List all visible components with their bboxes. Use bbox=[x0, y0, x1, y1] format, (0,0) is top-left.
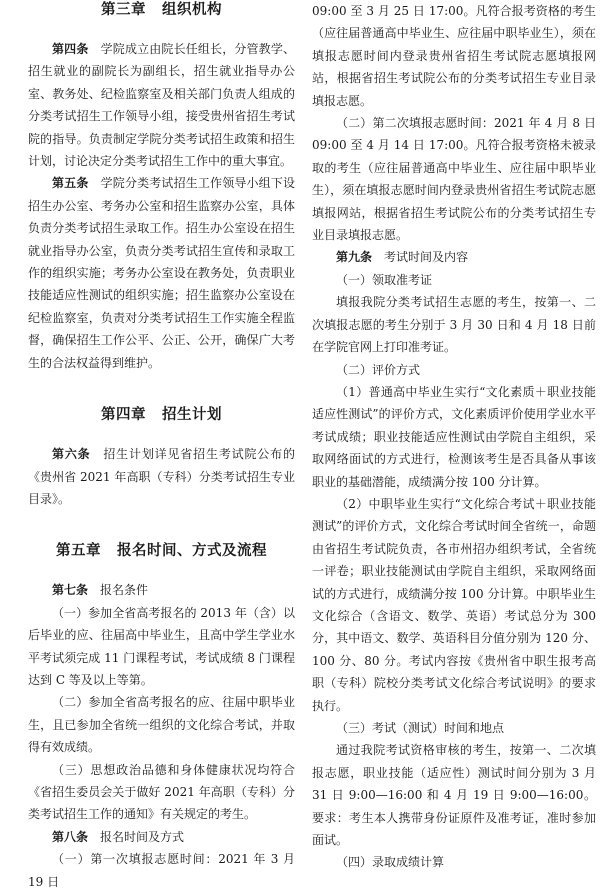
right-column bbox=[312, 0, 596, 874]
article-7-item-3: （三）思想政治品德和身体健康状况均符合《省招生委员会关于做好 2021 年高职（专科）分类考试招生工作的通知》有关规定的考生。 bbox=[28, 762, 295, 822]
article-4-label: 第四条 bbox=[52, 42, 89, 56]
article-4-text: 学院成立由院长任组长，分管教学、招生就业的副院长为副组长，招生就业指导办公室、教务处、纪检监察室及相关部门负责人组成的分类考试招生工作领导小组，接受贵州省招生考试院的指导。负责制定学院分类考试招生政策和招生计划，讨论决定分类考试招生工作中的重大事宜。 bbox=[28, 42, 295, 169]
article-5-text: 学院分类考试招生工作领导小组下设招生办公室、考务办公室和招生监察办公室，具体负责分类考试招生录取工作。招生办公室设在招生就业指导办公室，负责分类考试招生宣传和录取工作的组织实施；考务办公室设在教务处，负责职业技能适应性测试的组织实施；招生监察办公室设在纪检监察室，负责对分类考试招生工作实施全程监督，确保招生工作公平、公正、公开，确保广大考生的合法权益得到维护。 bbox=[28, 176, 295, 370]
article-8-item-2: （二）第二次填报志愿时间：2021 年 4 月 8 日 09:00 至 4 月 14 日 17:00。凡符合报考资格未被录取的考生（应往届普通高中毕业生、应往届中职毕业生），须在填报志愿时间内登录贵州省招生考试院志愿填报网站，根据省招生考试院公布的分类考试招生专业目录填报志愿。 bbox=[312, 116, 596, 243]
article-8-item-1-continued: 09:00 至 3 月 25 日 17:00。凡符合报考资格的考生（应往届普通高中毕业生、应往届中职毕业生），须在填报志愿时间内登录贵州省招生考试院志愿填报网站，根据省招生考试院公布的分类考试招生专业目录填报志愿。 bbox=[312, 4, 596, 108]
article-6 bbox=[28, 443, 295, 510]
article-9-section-2-para-1: （1）普通高中毕业生实行“文化素质＋职业技能适应性测试”的评价方式，文化素质评价使用学业水平考试成绩；职业技能适应性测试由学院自主组织，采取网络面试的方式进行，检测该考生是否具备从事该职业的基础潜能，成绩满分按 100 分计算。 bbox=[312, 384, 596, 489]
article-7-title: 报名条件 bbox=[100, 583, 149, 598]
chapter-5-title: 报名时间、方式及流程 bbox=[116, 543, 267, 560]
article-7-heading bbox=[28, 579, 295, 601]
article-9-section-3-title: （三）考试（测试）时间和地点 bbox=[336, 721, 505, 735]
article-9-section-2-title: （二）评价方式 bbox=[336, 362, 421, 377]
chapter-4-title: 招生计划 bbox=[161, 407, 222, 424]
article-8-label: 第八条 bbox=[52, 829, 89, 844]
article-7-item-2: （二）参加全省高考报名的应、往届中职毕业生，且已参加全省统一组织的文化综合考试，并取得有效成绩。 bbox=[28, 695, 295, 755]
chapter-5-heading bbox=[28, 540, 295, 562]
article-4 bbox=[28, 38, 295, 172]
article-6-text: 招生计划详见省招生考试院公布的《贵州省 2021 年高职（专科）分类考试招生专业目录》。 bbox=[28, 447, 295, 506]
article-5-label: 第五条 bbox=[52, 176, 89, 191]
article-5 bbox=[28, 172, 295, 374]
chapter-3-heading bbox=[28, 0, 295, 21]
article-8-item-1-start: （一）第一次填报志愿时间：2021 年 3 月 19 日 bbox=[28, 852, 295, 889]
chapter-5-number: 第五章 bbox=[56, 543, 102, 560]
article-9-heading bbox=[312, 246, 596, 268]
article-9-section-2-para-2: （2）中职毕业生实行“文化综合考试＋职业技能测试”的评价方式，文化综合考试时间全省统一，命题由省招生考试院负责，各市州招办组织考试，全省统一评卷；职业技能测试由学院自主组织，采取网络面试的方式进行，成绩满分按 100 分计算。中职毕业生文化综合（含语文、数学、英语）考试总分为 300 分，其中语文、数学、英语科目分值分别为 120 分、100 分、80 分。考试内容按《贵州省中职生报考高职（专科）院校分类考试文化综合考试说明》的要求执行。 bbox=[312, 496, 596, 713]
chapter-4-number: 第四章 bbox=[101, 407, 147, 424]
article-9-section-3-text: 通过我院考试资格审核的考生，按第一、二次填报志愿，职业技能（适应性）测试时间分别为 3 月 31 日 9:00—16:00 和 4 月 19 日 9:00—16:00。要求：考生本人携带身份证原件及准考证，准时参加面试。 bbox=[312, 743, 596, 848]
article-9-section-1-title: （一）领取准考证 bbox=[336, 272, 433, 287]
article-7-label: 第七条 bbox=[52, 583, 89, 598]
left-column bbox=[28, 0, 295, 893]
article-6-label: 第六条 bbox=[52, 447, 91, 462]
chapter-3-number: 第三章 bbox=[101, 2, 147, 18]
article-9-title: 考试时间及内容 bbox=[384, 250, 469, 265]
article-9-label: 第九条 bbox=[336, 250, 373, 265]
article-8-heading bbox=[28, 826, 295, 848]
article-7-item-1: （一）参加全省高考报名的 2013 年（含）以后毕业的应、往届高中毕业生，且高中学生学业水平考试须完成 11 门课程考试，考试成绩 8 门课程达到 C 等及以上等第。 bbox=[28, 605, 295, 687]
article-9-section-4-title: （四）录取成绩计算 bbox=[336, 855, 445, 870]
article-9-section-1-text: 填报我院分类考试招生志愿的考生，按第一、二次填报志愿的考生分别于 3 月 30 日和 4 月 18 日前在学院官网上打印准考证。 bbox=[312, 295, 596, 355]
chapter-4-heading bbox=[28, 404, 295, 426]
chapter-3-title: 组织机构 bbox=[161, 2, 222, 18]
article-8-title: 报名时间及方式 bbox=[100, 829, 185, 844]
